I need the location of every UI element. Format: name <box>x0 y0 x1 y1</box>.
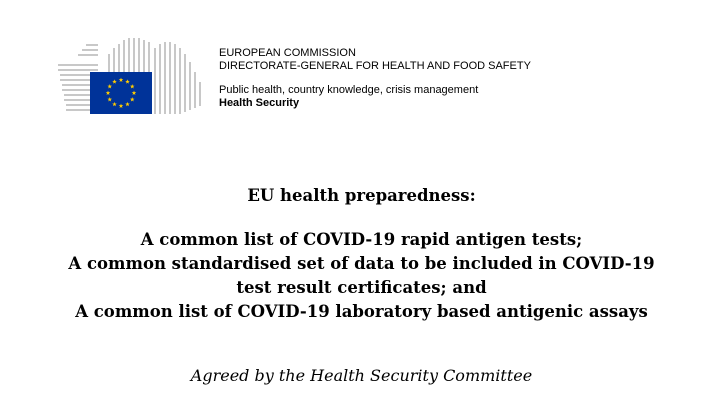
european-commission-logo <box>58 38 208 118</box>
document-subtitles <box>0 228 723 324</box>
subtitle-line: A common standardised set of data to be included in COVID-19 <box>68 254 655 273</box>
directorate-name: DIRECTORATE-GENERAL FOR HEALTH AND FOOD SAFETY <box>219 60 531 72</box>
unit-name: Public health, country knowledge, crisis management <box>219 84 479 96</box>
subtitle-line: test result certificates; and <box>236 278 487 297</box>
subtitle-line: A common list of COVID-19 laboratory based antigenic assays <box>75 302 648 321</box>
header-block <box>219 47 531 110</box>
section-name: Health Security <box>219 97 300 109</box>
ec-logo-graphic <box>58 38 208 118</box>
agreed-by-statement: Agreed by the Health Security Committee <box>190 366 533 385</box>
header-spacer <box>219 73 531 84</box>
subtitle-line: A common list of COVID-19 rapid antigen tests; <box>140 230 583 249</box>
organization-name: EUROPEAN COMMISSION <box>219 47 356 59</box>
document-title: EU health preparedness: <box>247 186 476 205</box>
